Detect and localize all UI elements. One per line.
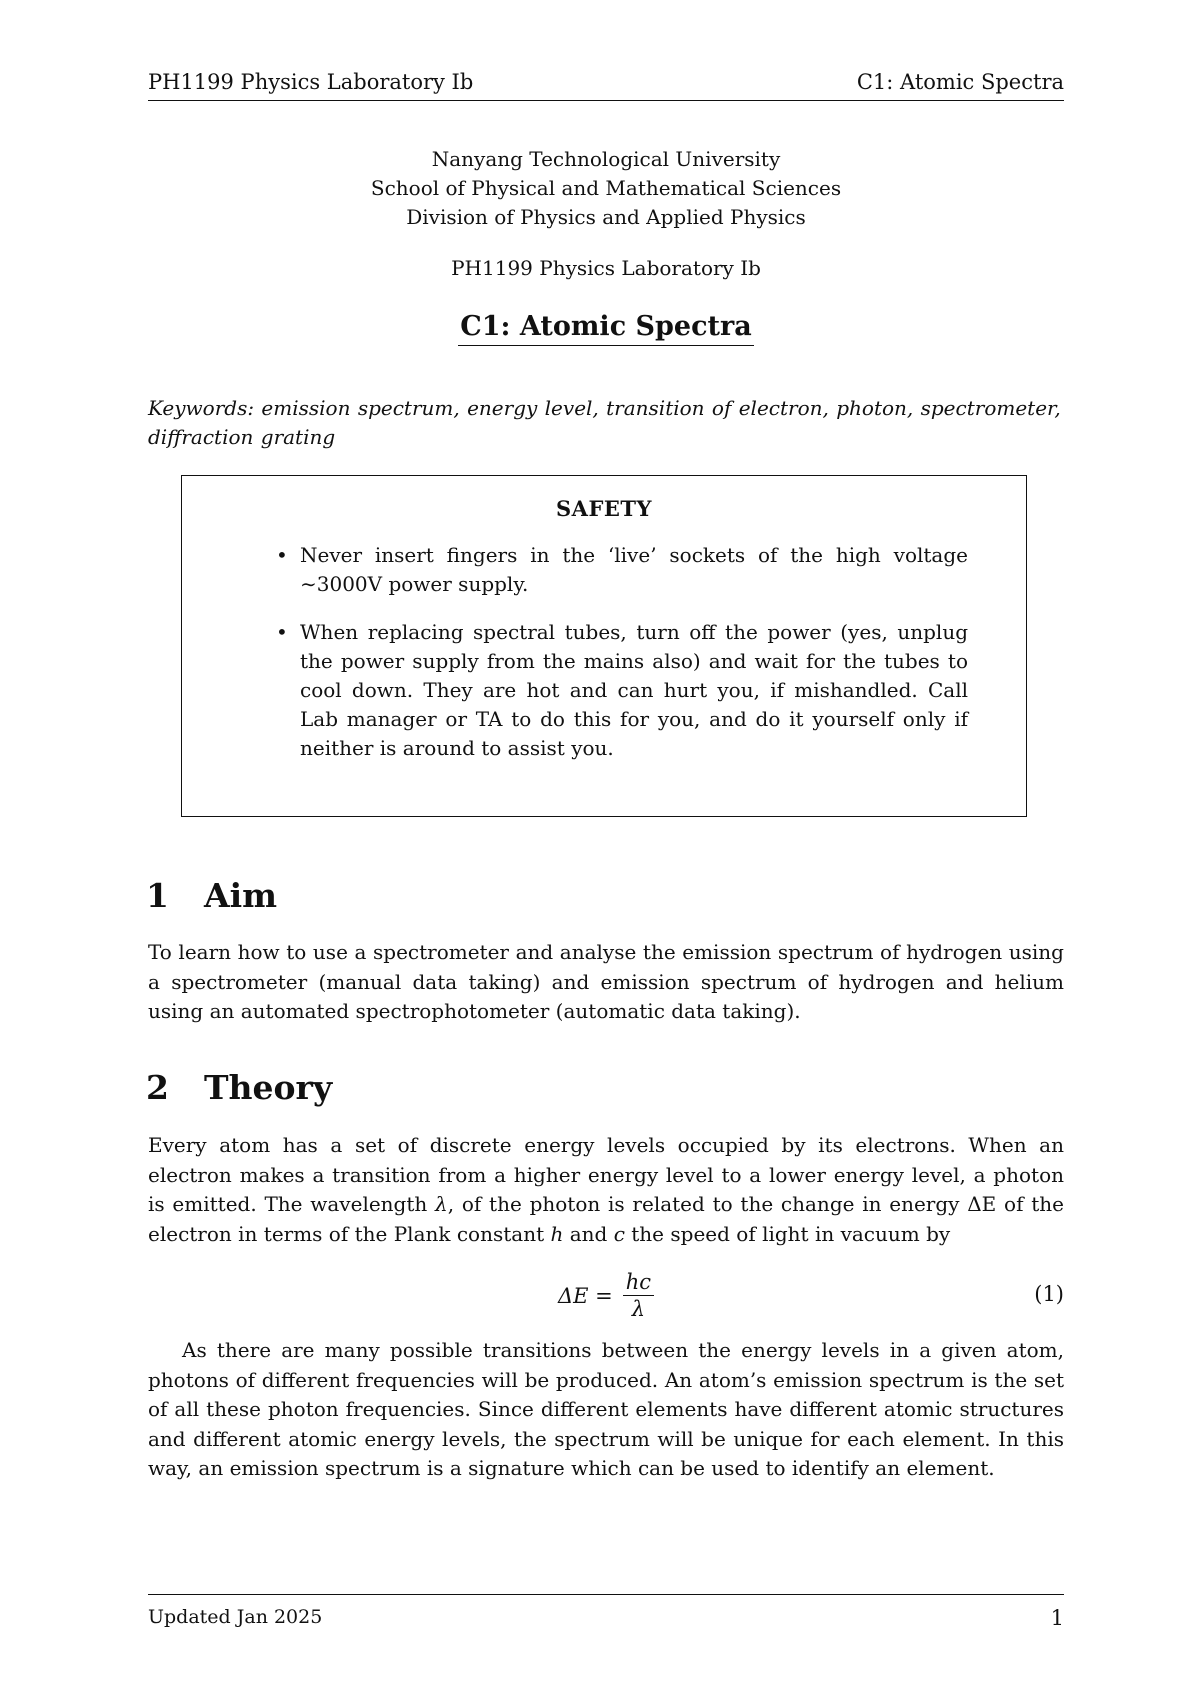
symbol-c: c bbox=[613, 1221, 625, 1246]
footer-divider bbox=[148, 1594, 1064, 1595]
safety-item bbox=[276, 541, 968, 599]
safety-box bbox=[181, 475, 1027, 817]
safety-heading: SAFETY bbox=[556, 496, 652, 521]
theory-text-part: of the electron in terms of the Plank constant bbox=[148, 1192, 1064, 1246]
theory-text-part: the speed of light in vacuum by bbox=[624, 1221, 951, 1246]
running-header-experiment: C1: Atomic Spectra bbox=[856, 70, 1064, 94]
aim-paragraph: To learn how to use a spectrometer and analyse the emission spectrum of hydrogen using a spectrometer (manual data taking) and emission spectrum of hydrogen and helium using an automated spectrophotometer (automatic data taking). bbox=[148, 940, 1064, 1023]
equation-numerator: hc bbox=[623, 1270, 654, 1296]
footer bbox=[148, 1606, 1064, 1630]
running-header bbox=[148, 70, 1064, 101]
running-header-course: PH1199 Physics Laboratory Ib bbox=[148, 70, 474, 94]
theory-text-part: Every atom has a set of discrete energy levels occupied by its electrons. When an electron makes a transition from a higher energy level to a lower energy level, a photon is emitted. The wavelength bbox=[148, 1133, 1064, 1216]
theory-paragraph-2: As there are many possible transitions between the energy levels in a given atom, photons of different frequencies will be produced. An atom’s emission spectrum is the set of all these photon frequencies. Since different elements have different atomic structures and different atomic energy levels, the spectrum will be unique for each element. In this way, an emission spectrum is a signature which can be used to identify an element. bbox=[148, 1338, 1064, 1480]
section-number: 1 bbox=[146, 876, 169, 915]
bullet-icon: • bbox=[276, 543, 288, 567]
theory-paragraph-1 bbox=[148, 1131, 1064, 1249]
theory-text-part: and bbox=[563, 1221, 614, 1246]
keywords: Keywords: emission spectrum, energy level, transition of electron, photon, spectrometer, diffraction grating bbox=[148, 396, 1061, 449]
course-name: PH1199 Physics Laboratory Ib bbox=[451, 256, 761, 280]
theory-text-part: , of the photon is related to the change in energy bbox=[447, 1192, 968, 1216]
safety-item-text: When replacing spectral tubes, turn off the power (yes, unplug the power supply from the mains also) and wait for the tubes to cool down. They are hot and can hurt you, if mishandled. Call Lab manager or TA to do this for you, and do it yourself only if neither is around to assist you. bbox=[300, 620, 968, 760]
section-heading-aim bbox=[146, 876, 277, 915]
symbol-lambda: λ bbox=[435, 1192, 448, 1216]
symbol-delta-e: ΔE bbox=[967, 1192, 997, 1216]
affiliation-block bbox=[148, 145, 1064, 232]
section-number: 2 bbox=[146, 1068, 169, 1107]
safety-item bbox=[276, 618, 968, 763]
bullet-icon: • bbox=[276, 620, 288, 644]
section-title: Aim bbox=[204, 876, 278, 915]
page-number: 1 bbox=[1050, 1606, 1064, 1630]
footer-updated: Updated Jan 2025 bbox=[148, 1606, 323, 1628]
equation-1 bbox=[148, 1265, 1064, 1327]
equation-lhs: ΔE = bbox=[557, 1284, 613, 1308]
equation-fraction bbox=[623, 1270, 654, 1322]
safety-list bbox=[182, 541, 1026, 763]
symbol-h: h bbox=[550, 1221, 564, 1246]
university-name: Nanyang Technological University bbox=[431, 147, 781, 171]
equation-denominator: λ bbox=[631, 1297, 646, 1321]
school-name: School of Physical and Mathematical Sciences bbox=[370, 176, 842, 200]
division-name: Division of Physics and Applied Physics bbox=[406, 205, 806, 229]
document-title: C1: Atomic Spectra bbox=[458, 311, 753, 346]
equation-body bbox=[148, 1265, 1064, 1327]
section-heading-theory bbox=[146, 1068, 332, 1107]
equation-number: (1) bbox=[1034, 1282, 1064, 1306]
section-title: Theory bbox=[204, 1068, 333, 1107]
title-block bbox=[148, 311, 1064, 346]
safety-item-text: Never insert fingers in the ‘live’ sockets of the high voltage ∼3000V power supply. bbox=[300, 543, 968, 596]
